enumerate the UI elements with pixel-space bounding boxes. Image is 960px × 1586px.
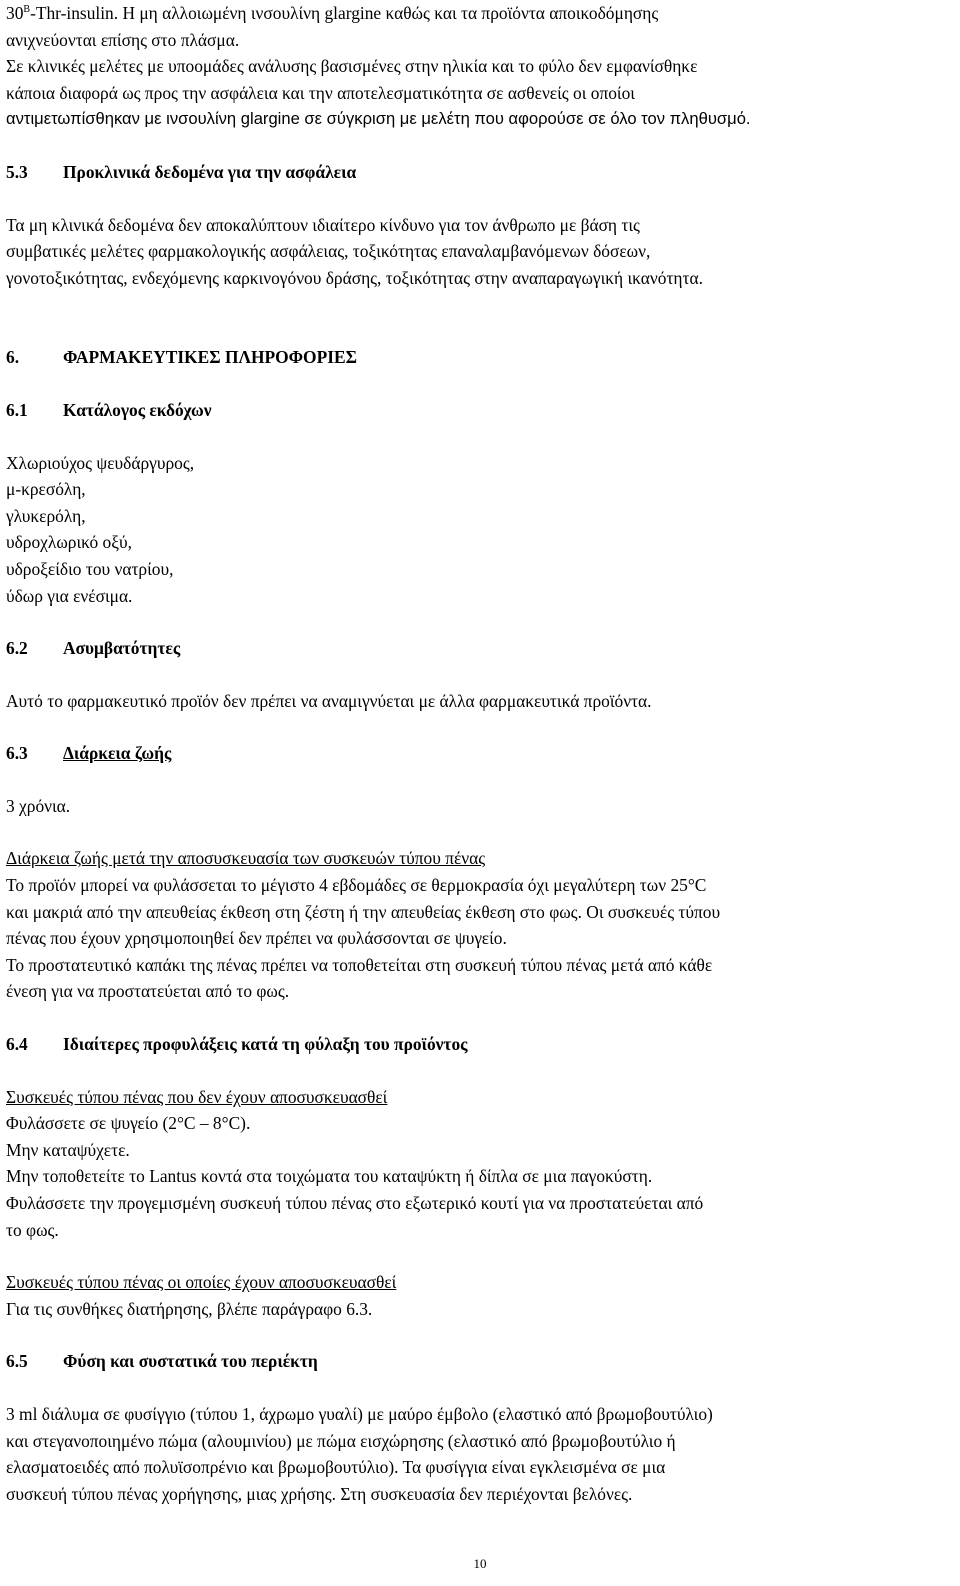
section-number: 6.5 xyxy=(6,1351,28,1372)
section-6-2-heading xyxy=(6,635,954,662)
section-6-5-body xyxy=(6,1401,954,1507)
section-title: Ιδιαίτερες προφυλάξεις κατά τη φύλαξη του προϊόντος xyxy=(63,1034,468,1055)
text-line: ένεση για να προστατεύεται από το φως. xyxy=(6,981,290,1002)
list-item: γλυκερόλη, xyxy=(6,505,86,526)
section-title: ΦΑΡΜΑΚΕΥΤΙΚΕΣ ΠΛΗΡΟΦΟΡΙΕΣ xyxy=(63,347,357,368)
text-line: και στεγανοποιημένο πώμα (αλουμινίου) με πώμα εισχώρησης (ελαστικό από βρωμοβουτύλιο ή xyxy=(6,1430,676,1451)
text-line: ελασματοειδές από πολυϊσοπρένιο και βρωμοβουτύλιο). Τα φυσίγγια είναι εγκλεισμένα σε μια xyxy=(6,1457,666,1478)
section-number: 6. xyxy=(6,347,20,368)
section-6-2-text: Αυτό το φαρμακευτικό προϊόν δεν πρέπει να αναμιγνύεται με άλλα φαρμακευτικά προϊόντα. xyxy=(6,690,652,711)
text-line: συμβατικές μελέτες φαρμακολογικής ασφάλειας, τοξικότητας επαναλαμβανόμενων δόσεων, xyxy=(6,241,651,262)
text-line: το φως. xyxy=(6,1219,59,1240)
section-number: 6.4 xyxy=(6,1034,28,1055)
section-number: 6.3 xyxy=(6,743,28,764)
text-line: γονοτοξικότητας, ενδεχόμενης καρκινογόνου δράσης, τοξικότητας στην αναπαραγωγική ικανότητα. xyxy=(6,267,703,288)
text-line: Φυλάσσετε την προγεμισμένη συσκευή τύπου πένας στο εξωτερικό κουτί για να προστατεύεται από xyxy=(6,1193,704,1213)
shelf-life-value: 3 χρόνια. xyxy=(6,795,71,816)
text-line: συσκευή τύπου πένας χορήγησης, μιας χρήσης. Στη συσκευασία δεν περιέχονται βελόνες. xyxy=(6,1483,633,1504)
list-item: ύδωρ για ενέσιμα. xyxy=(6,585,133,606)
text-line: Μην καταψύχετε. xyxy=(6,1139,130,1160)
text-line: Φυλάσσετε σε ψυγείο (2°C – 8°C). xyxy=(6,1113,251,1134)
text-line: Τα μη κλινικά δεδομένα δεν αποκαλύπτουν ιδιαίτερο κίνδυνο για τον άνθρωπο με βάση τις xyxy=(6,214,640,235)
section-title: Διάρκεια ζωής xyxy=(63,743,172,764)
section-title: Φύση και συστατικά του περιέκτη xyxy=(63,1351,318,1372)
text-line xyxy=(6,0,954,27)
subheading: Διάρκεια ζωής μετά την αποσυσκευασία των συσκευών τύπου πένας xyxy=(6,848,486,869)
section-6-3-body xyxy=(6,872,954,1005)
text-line: κάποια διαφορά ως προς την ασφάλεια και την αποτελεσματικότητα σε ασθενείς οι οποίοι xyxy=(6,82,635,103)
text-line: Για τις συνθήκες διατήρησης, βλέπε παράγραφο 6.3. xyxy=(6,1298,373,1319)
text-line: Σε κλινικές μελέτες με υποομάδες ανάλυσης βασισμένες στην ηλικία και το φύλο δεν εμφανίσθηκε xyxy=(6,56,698,77)
section-5-3-body xyxy=(6,212,954,292)
text-line: Το προστατευτικό καπάκι της πένας πρέπει να τοποθετείται στη συσκευή τύπου πένας μετά από κάθε xyxy=(6,954,713,975)
section-6-3-heading xyxy=(6,740,954,767)
subheading: Συσκευές τύπου πένας οι οποίες έχουν αποσυσκευασθεί xyxy=(6,1272,397,1293)
list-item: μ-κρεσόλη, xyxy=(6,479,86,500)
list-item: υδροχλωρικό οξύ, xyxy=(6,532,132,553)
section-number: 6.1 xyxy=(6,399,28,420)
text-line: 3 ml διάλυμα σε φυσίγγιο (τύπου 1, άχρωμο γυαλί) με μαύρο έμβολο (ελαστικό από βρωμοβουτύλιο) xyxy=(6,1403,713,1424)
section-6-1-heading xyxy=(6,397,954,424)
text-fragment: 30 xyxy=(6,3,24,23)
text-line: Μην τοποθετείτε το Lantus κοντά στα τοιχώματα του καταψύκτη ή δίπλα σε μια παγοκύστη. xyxy=(6,1166,653,1187)
text-line: ανιχνεύονται επίσης στο πλάσμα. xyxy=(6,29,240,50)
excipients-list xyxy=(6,450,954,610)
section-6-heading xyxy=(6,344,954,371)
page-number: 10 xyxy=(473,1556,487,1571)
section-5-3-heading xyxy=(6,159,954,186)
intro-paragraph xyxy=(6,0,954,133)
text-line: αντιμετωπίσθηκαν με ινσουλίνη glargine σε σύγκριση με μελέτη που αφορούσε σε όλο τον πληθυσμό. xyxy=(6,109,751,129)
document-page xyxy=(6,0,954,1507)
section-title: Προκλινικά δεδομένα για την ασφάλεια xyxy=(63,161,357,182)
unopened-storage-text xyxy=(6,1110,954,1243)
section-6-4-heading xyxy=(6,1031,954,1058)
section-6-5-heading xyxy=(6,1348,954,1375)
text-line: και μακριά από την απευθείας έκθεση στη ζέστη ή την απευθείας έκθεση στο φως. Οι συσκευές τύπου xyxy=(6,901,721,922)
text-fragment: -Thr-insulin. Η μη αλλοιωμένη ινσουλίνη glargine καθώς και τα προϊόντα αποικοδόμησης xyxy=(30,3,659,23)
list-item: υδροξείδιο του νατρίου, xyxy=(6,558,174,579)
text-line: πένας που έχουν χρησιμοποιηθεί δεν πρέπει να φυλάσσονται σε ψυγείο. xyxy=(6,928,507,949)
text-line: Το προϊόν μπορεί να φυλάσσεται το μέγιστο 4 εβδομάδες σε θερμοκρασία όχι μεγαλύτερη των 25°C xyxy=(6,875,707,896)
section-title: Κατάλογος εκδόχων xyxy=(63,399,212,420)
section-number: 5.3 xyxy=(6,161,28,182)
superscript: B xyxy=(23,4,31,16)
section-number: 6.2 xyxy=(6,638,28,659)
list-item: Χλωριούχος ψευδάργυρος, xyxy=(6,452,195,473)
section-title: Ασυμβατότητες xyxy=(63,638,181,659)
subheading: Συσκευές τύπου πένας που δεν έχουν αποσυσκευασθεί xyxy=(6,1086,388,1107)
